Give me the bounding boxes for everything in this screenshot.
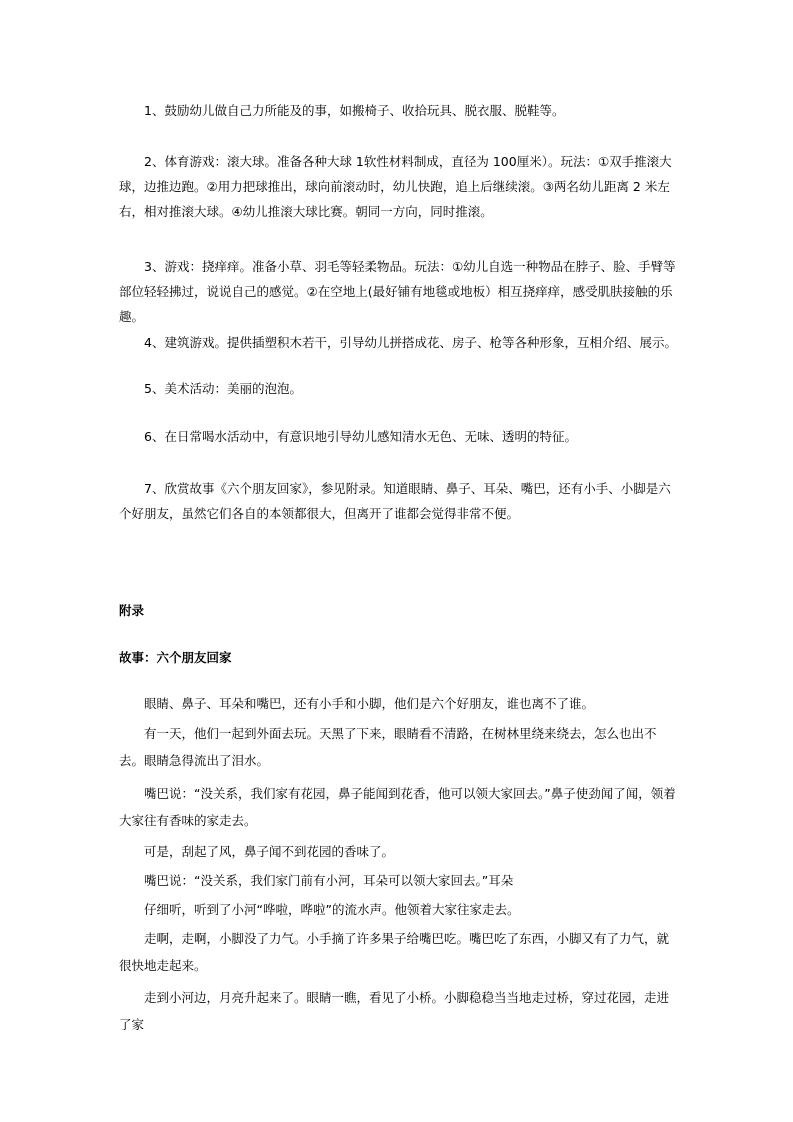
list-item-5: 5、美术活动：美丽的泡泡。: [144, 381, 302, 396]
story-line-4: 可是，刮起了风，鼻子闻不到花园的香味了。: [144, 844, 395, 859]
appendix-heading: 附录: [119, 603, 145, 618]
story-line-7: 走啊，走啊，小脚没了力气。小手摘了许多果子给嘴巴吃。嘴巴吃了东西，小脚又有了力气，就很快地走起来。: [119, 931, 670, 973]
story-line-1: 眼睛、鼻子、耳朵和嘴巴，还有小手和小脚，他们是六个好朋友，谁也离不了谁。: [144, 696, 595, 711]
list-item-6: 6、在日常喝水活动中，有意识地引导幼儿感知清水无色、无味、透明的特征。: [144, 429, 577, 444]
list-item-1: 1、鼓励幼儿做自己力所能及的事，如搬椅子、收拾玩具、脱衣服、脱鞋等。: [144, 103, 565, 118]
story-line-8: 走到小河边，月亮升起来了。眼睛一瞧，看见了小桥。小脚稳稳当当地走过桥，穿过花园，走进了家: [119, 990, 670, 1032]
story-title: 故事：六个朋友回家: [119, 650, 232, 665]
story-line-6: 仔细听，听到了小河“哗啦，哗啦”的流水声。他领着大家往家走去。: [144, 902, 520, 917]
story-line-3: 嘴巴说：“没关系，我们家有花园，鼻子能闻到花香，他可以领大家回去。”鼻子使劲闻了闻，领着大家往有香味的家走去。: [119, 786, 676, 828]
list-item-2: 2、体育游戏：滚大球。准备各种大球 1软性材料制成，直径为 100厘米）。玩法：①双手推滚大球，边推边跑。②用力把球推出，球向前滚动时，幼儿快跑，追上后继续滚。③两名幼儿距离 2 米左右，相对推滚大球。④幼儿推滚大球比赛。朝同一方向，同时推滚。: [119, 154, 672, 219]
list-item-7: 7、欣赏故事《六个朋友回家》，参见附录。知道眼睛、鼻子、耳朵、嘴巴，还有小手、小脚是六个好朋友，虽然它们各自的本领都很大，但离开了谁都会觉得非常不便。: [119, 481, 671, 521]
story-line-2: 有一天，他们一起到外面去玩。天黑了下来，眼睛看不清路，在树林里绕来绕去，怎么也出不去。眼睛急得流出了泪水。: [119, 726, 657, 768]
list-item-3: 3、游戏：挠痒痒。准备小草、羽毛等轻柔物品。玩法：①幼儿自选一种物品在脖子、脸、手臂等部位轻轻拂过，说说自己的感觉。②在空地上(最好铺有地毯或地板）相互挠痒痒，感受肌肤接触的乐趣。: [119, 259, 676, 324]
story-line-5: 嘴巴说：“没关系，我们家门前有小河，耳朵可以领大家回去。”耳朵: [144, 873, 514, 888]
list-item-4: 4、建筑游戏。提供插塑积木若干，引导幼儿拼搭成花、房子、枪等各种形象，互相介绍、展示。: [144, 335, 677, 350]
